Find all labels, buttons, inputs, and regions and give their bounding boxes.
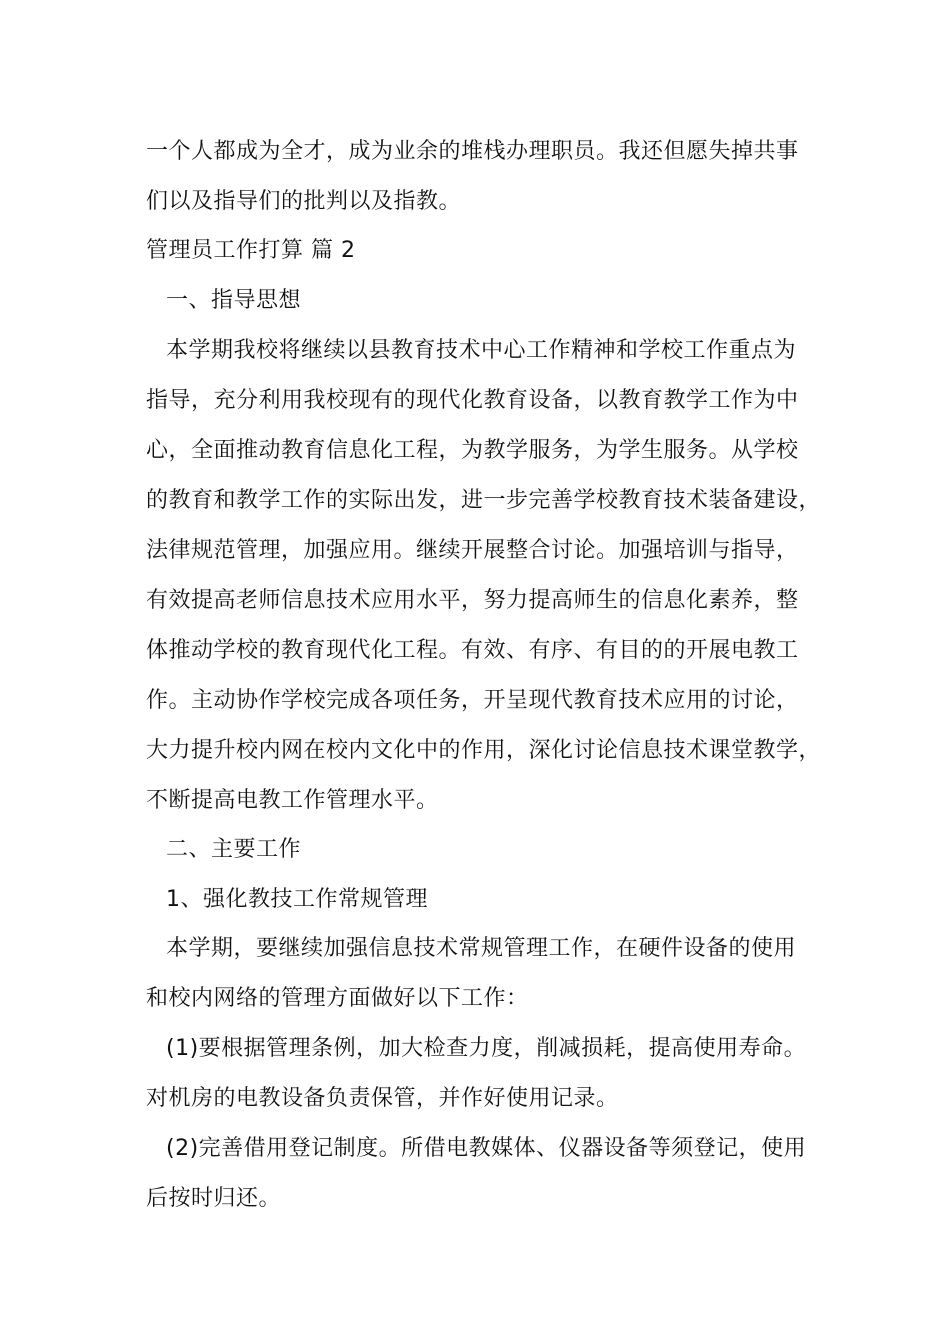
list-item-2: (2)完善借用登记制度。所借电教媒体、仪器设备等须登记，使用 [166,1136,807,1161]
list-item-1: (1)要根据管理条例，加大检查力度，削减损耗，提高使用寿命。 [166,1036,807,1061]
paragraph-line: 和校内网络的管理方面做好以下工作： [146,986,529,1011]
heading-guiding-thought: 一、指导思想 [166,288,302,313]
paragraph-line: 指导，充分利用我校现有的现代化教育设备，以教育教学工作为中 [146,388,799,413]
heading-main-work: 二、主要工作 [166,837,302,862]
paragraph-line: 后按时归还。 [146,1186,282,1211]
subheading-routine-management: 1、强化教技工作常规管理 [166,887,428,912]
paragraph-line: 本学期，要继续加强信息技术常规管理工作，在硬件设备的使用 [166,936,797,961]
paragraph-line: 心，全面推动教育信息化工程，为教学服务，为学生服务。从学校 [146,438,799,463]
paragraph-line: 体推动学校的教育现代化工程。有效、有序、有目的的开展电教工 [146,638,799,663]
paragraph-line: 一个人都成为全才，成为业余的堆栈办理职员。我还但愿失掉共事 [146,139,799,164]
paragraph-line: 作。主动协作学校完成各项任务，开呈现代教育技术应用的讨论， [146,688,799,713]
paragraph-line: 法律规范管理，加强应用。继续开展整合讨论。加强培训与指导， [146,538,799,563]
paragraph-line: 有效提高老师信息技术应用水平，努力提高师生的信息化素养，整 [146,588,799,613]
paragraph-line: 对机房的电教设备负责保管，并作好使用记录。 [146,1086,619,1111]
paragraph-line: 不断提高电教工作管理水平。 [146,788,439,813]
paragraph-line: 们以及指导们的批判以及指教。 [146,189,462,214]
section-title: 管理员工作打算 篇 2 [146,238,356,263]
paragraph-line: 大力提升校内网在校内文化中的作用，深化讨论信息技术课堂教学， [146,738,822,763]
paragraph-line: 的教育和教学工作的实际出发，进一步完善学校教育技术装备建设， [146,488,822,513]
paragraph-line: 本学期我校将继续以县教育技术中心工作精神和学校工作重点为 [166,338,797,363]
